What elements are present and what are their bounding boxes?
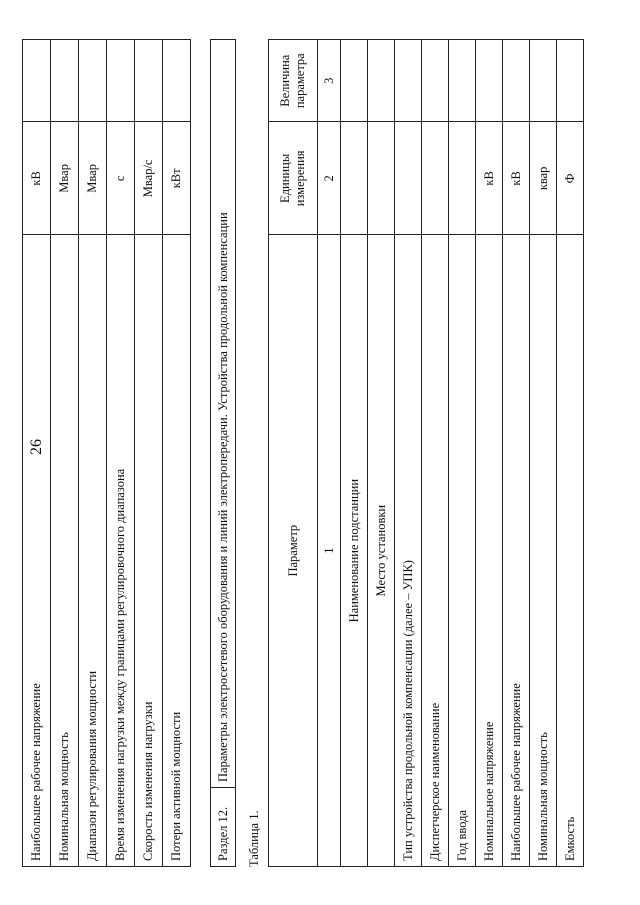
param-cell: Скорость изменения нагрузки bbox=[135, 235, 163, 867]
unit-cell: Ф bbox=[557, 122, 584, 235]
unit-cell: с bbox=[107, 122, 135, 235]
section-title: Параметры электросетевого оборудования и линий электропередачи. Устройства продольной компенсации bbox=[211, 40, 236, 788]
value-cell bbox=[476, 40, 503, 122]
table-row bbox=[530, 40, 557, 867]
header-unit: Единицы измерения bbox=[269, 122, 318, 235]
value-cell bbox=[503, 40, 530, 122]
param-cell: Номинальная мощность bbox=[530, 235, 557, 867]
unit-cell: кВ bbox=[503, 122, 530, 235]
value-cell bbox=[422, 40, 449, 122]
unit-cell bbox=[449, 122, 476, 235]
table-row bbox=[395, 40, 422, 867]
param-cell: Место установки bbox=[368, 235, 395, 867]
header-param: Параметр bbox=[269, 235, 318, 867]
table-row bbox=[135, 40, 163, 867]
table-row bbox=[107, 40, 135, 867]
param-cell: Потери активной мощности bbox=[163, 235, 191, 867]
value-cell bbox=[557, 40, 584, 122]
table-row bbox=[368, 40, 395, 867]
unit-cell: кВ bbox=[476, 122, 503, 235]
param-cell: Тип устройства продольной компенсации (далее – УПК) bbox=[395, 235, 422, 867]
param-cell: Номинальное напряжение bbox=[476, 235, 503, 867]
unit-cell: квар bbox=[530, 122, 557, 235]
unit-cell bbox=[422, 122, 449, 235]
col-number: 1 bbox=[318, 235, 341, 867]
unit-cell: Мвар/с bbox=[135, 122, 163, 235]
value-cell bbox=[79, 40, 107, 122]
param-cell: Время изменения нагрузки между границами регулировочного диапазона bbox=[107, 235, 135, 867]
param-cell: Диапазон регулирования мощности bbox=[79, 235, 107, 867]
col-number: 2 bbox=[318, 122, 341, 235]
table-row bbox=[557, 40, 584, 867]
unit-cell bbox=[368, 122, 395, 235]
table-row bbox=[341, 40, 368, 867]
header-value: Величина параметра bbox=[269, 40, 318, 122]
value-cell bbox=[107, 40, 135, 122]
section-header bbox=[210, 39, 236, 867]
page-number: 26 bbox=[28, 439, 45, 455]
unit-cell: Мвар bbox=[79, 122, 107, 235]
unit-cell: кВт bbox=[163, 122, 191, 235]
value-cell bbox=[163, 40, 191, 122]
table-row bbox=[163, 40, 191, 867]
rotated-page-content bbox=[10, 33, 600, 873]
unit-cell: Мвар bbox=[51, 122, 79, 235]
table-row bbox=[503, 40, 530, 867]
value-cell bbox=[23, 40, 51, 122]
col-number: 3 bbox=[318, 40, 341, 122]
table-row bbox=[23, 40, 51, 867]
parameters-table-top bbox=[22, 39, 191, 867]
param-cell: Наибольшее рабочее напряжение bbox=[23, 235, 51, 867]
table-caption: Таблица 1. bbox=[247, 810, 261, 867]
unit-cell: кВ bbox=[23, 122, 51, 235]
value-cell bbox=[530, 40, 557, 122]
table-row bbox=[422, 40, 449, 867]
header-row bbox=[269, 40, 318, 867]
param-cell: Номинальная мощность bbox=[51, 235, 79, 867]
table-row bbox=[449, 40, 476, 867]
value-cell bbox=[135, 40, 163, 122]
param-cell: Диспетчерское наименование bbox=[422, 235, 449, 867]
param-cell: Год ввода bbox=[449, 235, 476, 867]
value-cell bbox=[341, 40, 368, 122]
parameters-table-main bbox=[268, 39, 584, 867]
value-cell bbox=[368, 40, 395, 122]
param-cell: Наименование подстанции bbox=[341, 235, 368, 867]
value-cell bbox=[449, 40, 476, 122]
value-cell bbox=[395, 40, 422, 122]
value-cell bbox=[51, 40, 79, 122]
table-row bbox=[79, 40, 107, 867]
param-cell: Емкость bbox=[557, 235, 584, 867]
table-row bbox=[51, 40, 79, 867]
unit-cell bbox=[341, 122, 368, 235]
unit-cell bbox=[395, 122, 422, 235]
section-label: Раздел 12. bbox=[211, 788, 236, 867]
param-cell: Наибольшее рабочее напряжение bbox=[503, 235, 530, 867]
table-row bbox=[476, 40, 503, 867]
column-number-row bbox=[318, 40, 341, 867]
